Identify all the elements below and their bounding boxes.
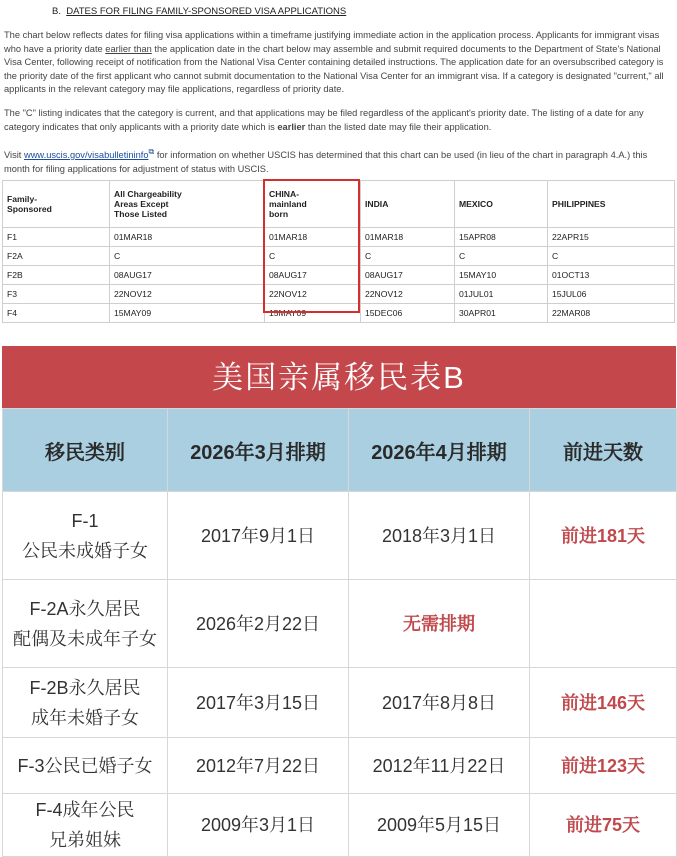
filing-table-cell: 22NOV12 (361, 285, 455, 304)
filing-table-cell: C (455, 247, 548, 266)
filing-table-header-row (3, 181, 675, 228)
section-title: DATES FOR FILING FAMILY-SPONSORED VISA APPLICATIONS (66, 6, 347, 17)
filing-table-cell: 22MAR08 (548, 304, 675, 323)
filing-table-cell: 08AUG17 (361, 266, 455, 285)
filing-table-cell: 15APR08 (455, 228, 548, 247)
paragraph-uscis-visit (4, 145, 670, 176)
p2-emphasis: earlier (277, 121, 306, 132)
category-line-1: F-4成年公民 (35, 800, 135, 820)
category-line-2: 兄弟姐妹 (49, 830, 121, 850)
cn-table-header-cell: 2026年4月排期 (349, 409, 530, 492)
advance-days-cell: 前进75天 (530, 794, 677, 857)
filing-table-cell: 15DEC06 (361, 304, 455, 323)
category-cell (3, 794, 168, 857)
filing-table-cell: 01OCT13 (548, 266, 675, 285)
filing-table-cell: 22APR15 (548, 228, 675, 247)
category-cell (3, 738, 168, 794)
filing-table-cell: 15MAY09 (265, 304, 361, 323)
filing-table-header-cell: CHINA- mainland born (265, 181, 361, 228)
advance-days-cell: 前进123天 (530, 738, 677, 794)
filing-table-header-cell: INDIA (361, 181, 455, 228)
filing-table-row (3, 266, 675, 285)
filing-dates-table (2, 180, 675, 323)
filing-table-cell: F3 (3, 285, 110, 304)
paragraph-current-listing (4, 107, 670, 134)
category-line-1: F-2A永久居民 (29, 598, 141, 619)
filing-table-header-cell: PHILIPPINES (548, 181, 675, 228)
p2-text-c: than the listed date may file their application. (305, 121, 492, 132)
filing-table-header-cell: Family- Sponsored (3, 181, 110, 228)
advance-days-cell (530, 580, 677, 668)
cn-table-header-row (3, 409, 677, 492)
filing-table-cell: 01MAR18 (361, 228, 455, 247)
april-date-cell: 无需排期 (349, 580, 530, 668)
filing-table-cell: 22NOV12 (265, 285, 361, 304)
march-date-cell: 2012年7月22日 (168, 738, 349, 794)
category-cell (3, 668, 168, 738)
cn-table-header-cell: 2026年3月排期 (168, 409, 349, 492)
filing-table-cell: 15JUL06 (548, 285, 675, 304)
filing-table-cell: F1 (3, 228, 110, 247)
category-cell (3, 580, 168, 668)
filing-table-row (3, 247, 675, 266)
filing-table-row (3, 285, 675, 304)
external-link-icon: ⧉ (148, 147, 155, 156)
march-date-cell: 2026年2月22日 (168, 580, 349, 668)
section-prefix: B. (52, 6, 61, 17)
filing-table-cell: C (548, 247, 675, 266)
filing-table-cell: C (110, 247, 265, 266)
filing-table-header-cell: MEXICO (455, 181, 548, 228)
filing-table-cell: 01JUL01 (455, 285, 548, 304)
paragraph-filing-dates (4, 29, 670, 97)
filing-table-cell: F4 (3, 304, 110, 323)
filing-table-cell: 30APR01 (455, 304, 548, 323)
filing-table-cell: C (265, 247, 361, 266)
cn-table-header-cell: 移民类别 (3, 409, 168, 492)
p1-text-c: the application date in the chart below may assemble and submit required documents to the Department of State's National Visa Center, following receipt of notification from the National Visa Center containing detailed instructions. The application date for an oversubscribed category is the priority date of the first applicant who cannot submit documentation to the National Visa Center for an immigrant visa. If a category is designated "current," all applicants in the relevant category may file applications, regardless of priority date. (4, 43, 664, 95)
cn-table-row (3, 794, 677, 857)
p1-text-a: The chart below reflects dates for filing visa applications within a timeframe justifying immediate action in the application process. Applicants for immigrant visas who have a priority date (4, 30, 660, 54)
march-date-cell: 2017年9月1日 (168, 492, 349, 580)
filing-table-row (3, 228, 675, 247)
category-line-1: F-1 (71, 510, 99, 531)
p1-emphasis: earlier than (105, 43, 152, 54)
uscis-link[interactable]: www.uscis.gov/visabulletininfo (23, 150, 149, 161)
category-line-2: 配偶及未成年子女 (13, 628, 157, 649)
family-priority-table (2, 408, 677, 857)
filing-table-cell: 15MAY10 (455, 266, 548, 285)
cn-table-row (3, 580, 677, 668)
filing-table-cell: 08AUG17 (110, 266, 265, 285)
category-line-2: 公民未成婚子女 (22, 540, 148, 561)
april-date-cell: 2009年5月15日 (349, 794, 530, 857)
filing-table-header-cell: All Chargeability Areas Except Those Listed (110, 181, 265, 228)
category-cell (3, 492, 168, 580)
category-line-1: F-2B永久居民 (29, 677, 141, 698)
filing-table-cell: F2B (3, 266, 110, 285)
filing-table-cell: 08AUG17 (265, 266, 361, 285)
filing-table-cell: 22NOV12 (110, 285, 265, 304)
advance-days-cell: 前进146天 (530, 668, 677, 738)
chart-banner-title: 美国亲属移民表B (2, 346, 676, 408)
category-line-1: F-3公民已婚子女 (17, 755, 153, 776)
filing-table-cell: C (361, 247, 455, 266)
march-date-cell: 2009年3月1日 (168, 794, 349, 857)
p3-text-a: Visit (4, 150, 24, 161)
april-date-cell: 2012年11月22日 (349, 738, 530, 794)
p3-text-b: for information on whether USCIS has determined that this chart can be used (in lieu of the chart in paragraph 4.A.) this month for filing applications for adjustment of status with USCIS. (4, 150, 648, 174)
chinese-summary-chart (2, 346, 676, 851)
cn-table-row (3, 668, 677, 738)
category-line-2: 成年未婚子女 (31, 707, 139, 728)
cn-table-row (3, 738, 677, 794)
filing-table-cell: 01MAR18 (110, 228, 265, 247)
cn-table-header-cell: 前进天数 (530, 409, 677, 492)
april-date-cell: 2017年8月8日 (349, 668, 530, 738)
visa-bulletin-excerpt (0, 0, 677, 330)
filing-table-cell: 01MAR18 (265, 228, 361, 247)
filing-table-row (3, 304, 675, 323)
advance-days-cell: 前进181天 (530, 492, 677, 580)
march-date-cell: 2017年3月15日 (168, 668, 349, 738)
p2-text-a: The "C" listing indicates that the category is current, and that applications may be filed regardless of the applicant's priority date. The listing of a date for any category indicates that only applicants with a priority date which is (4, 108, 644, 132)
filing-table-cell: F2A (3, 247, 110, 266)
april-date-cell: 2018年3月1日 (349, 492, 530, 580)
filing-table-cell: 15MAY09 (110, 304, 265, 323)
section-heading (52, 6, 346, 17)
cn-table-row (3, 492, 677, 580)
